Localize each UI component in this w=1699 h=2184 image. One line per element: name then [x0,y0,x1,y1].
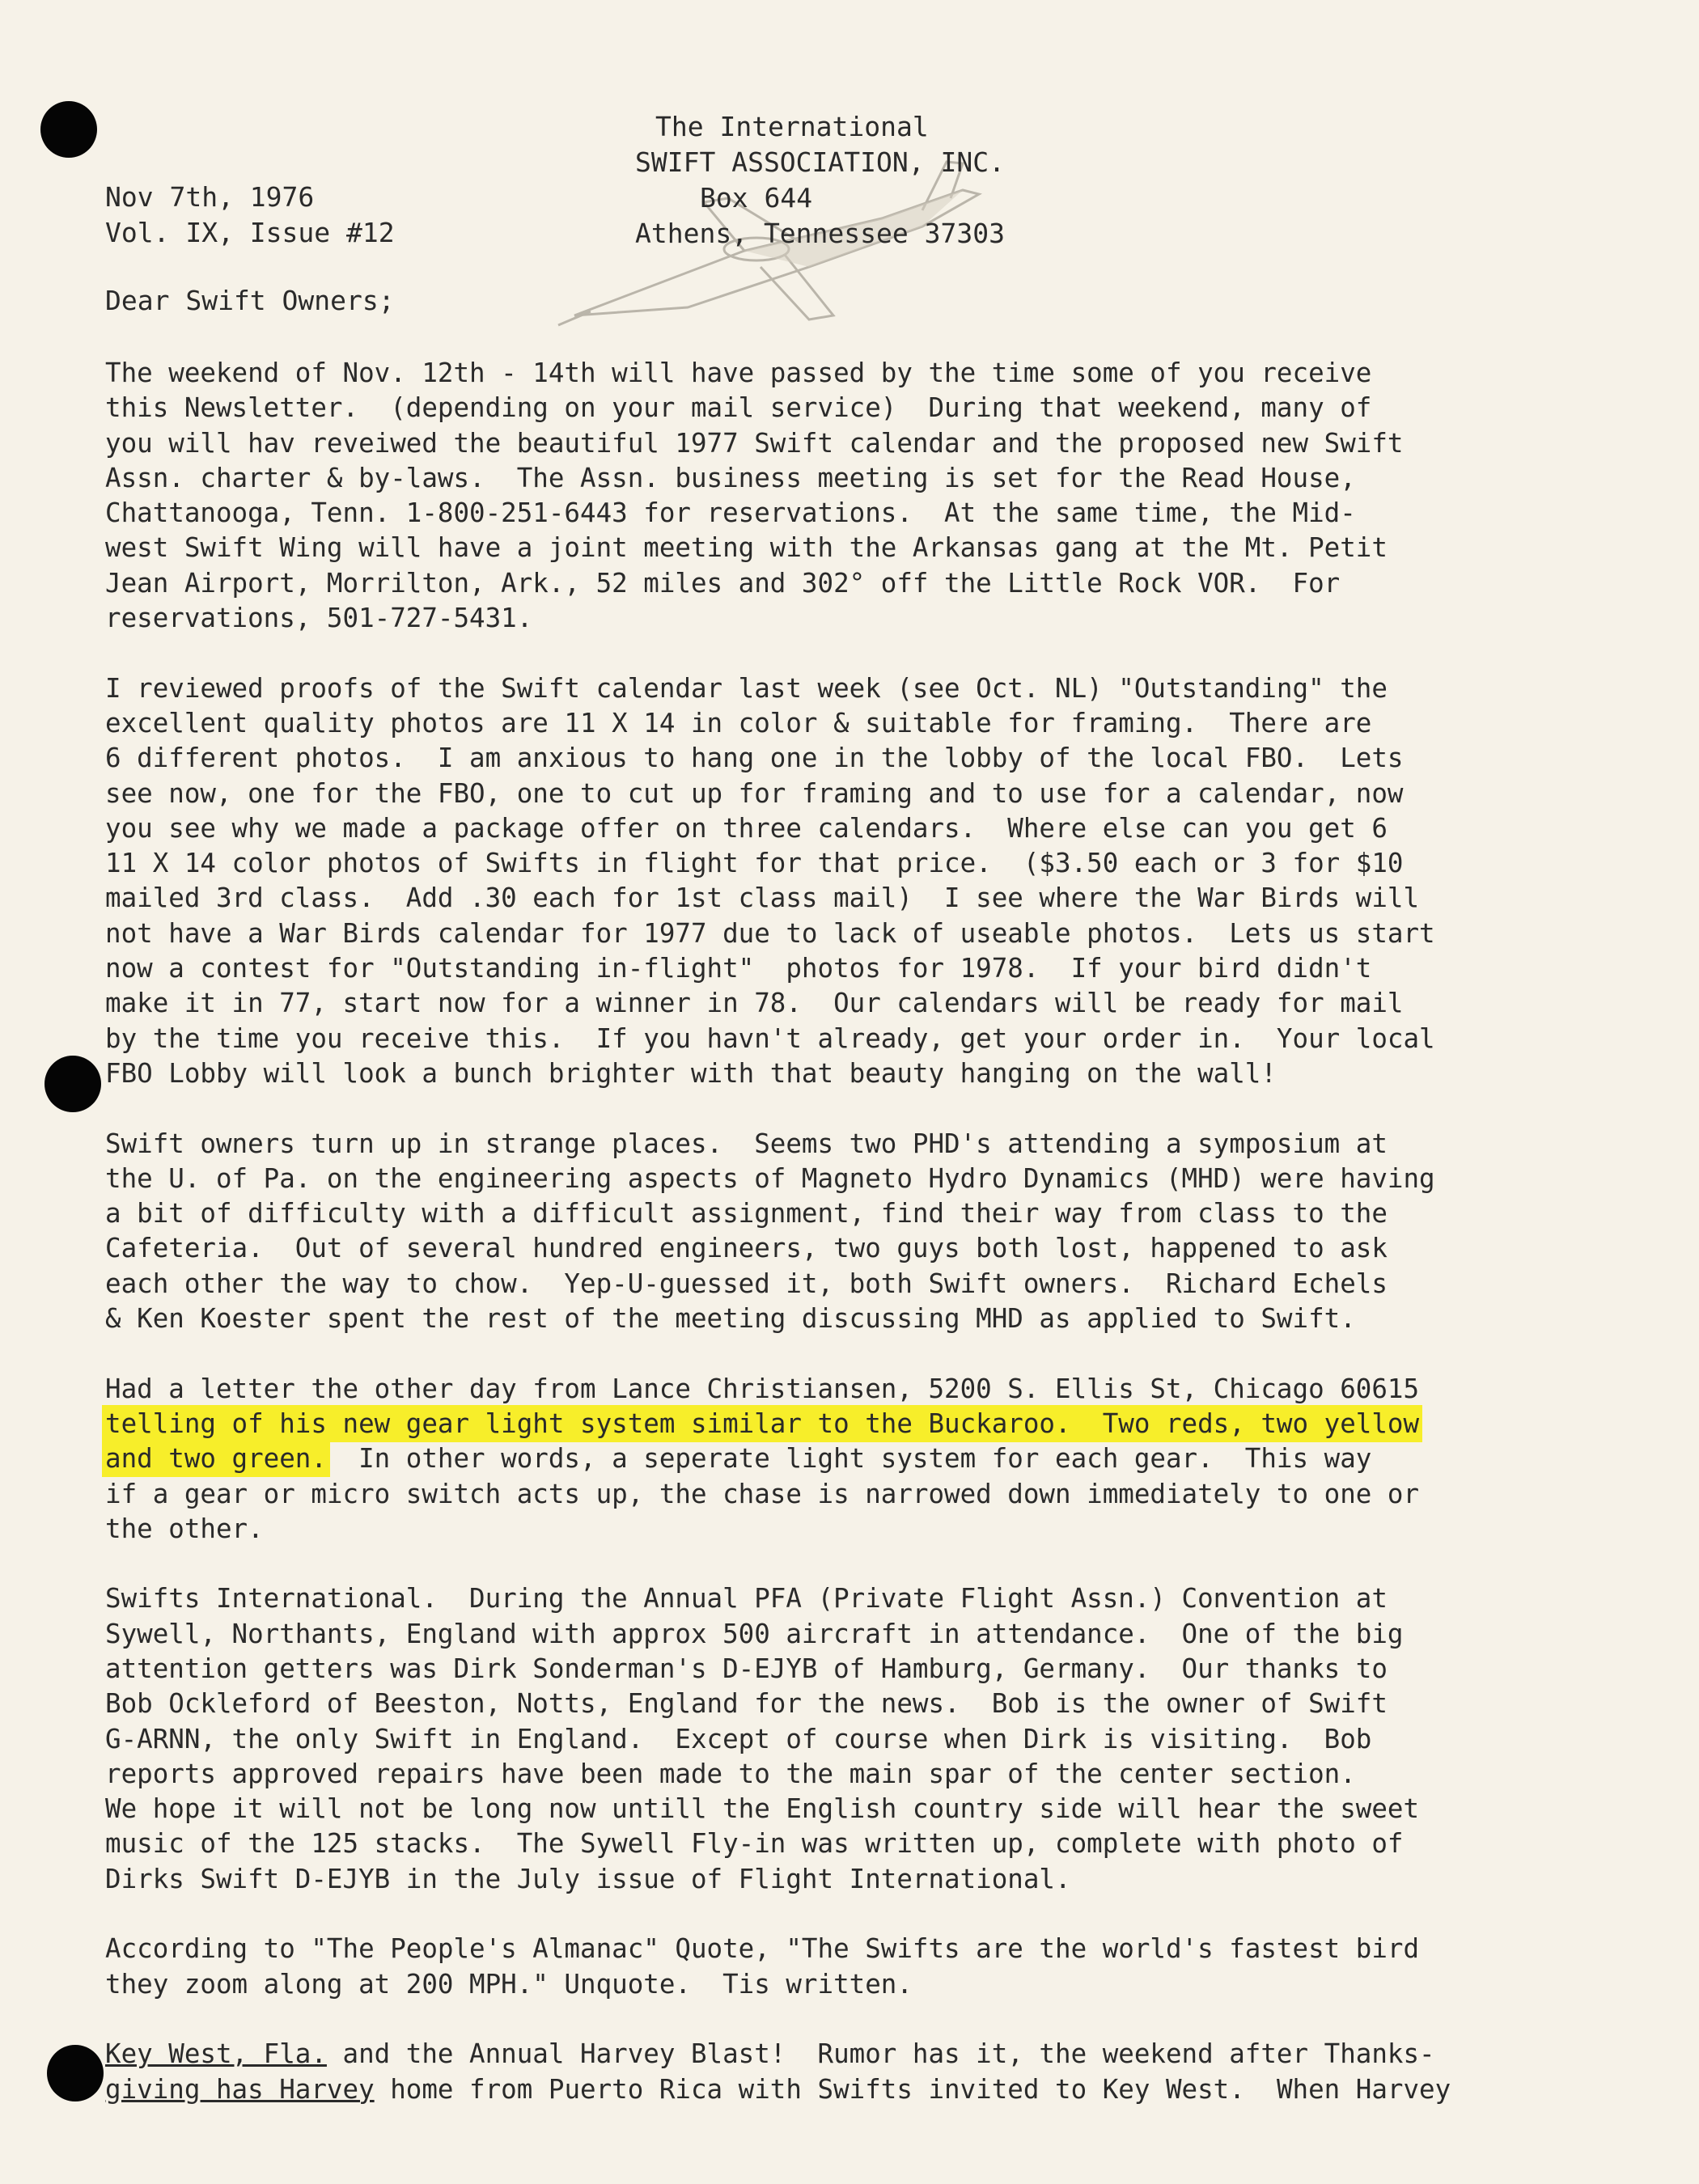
text-line: The weekend of Nov. 12th - 14th will have passed by the time some of you receive [105,358,1372,388]
text-span: In other words, a seperate light system for each gear. This way [326,1443,1372,1475]
text-line: According to "The People's Almanac" Quote, "The Swifts are the world's fastest bird [105,1933,1420,1965]
text-line: west Swift Wing will have a joint meeting with the Arkansas gang at the Mt. Petit [105,532,1388,564]
text-line [105,2037,1594,2072]
paragraph-key-west [105,2037,1594,2107]
punch-hole-middle [44,1056,101,1112]
underlined-text: giving has Harvey [105,2073,375,2105]
text-line: now a contest for "Outstanding in-flight" photos for 1978. If your bird didn't [105,953,1372,984]
text-line: this Newsletter. (depending on your mail service) During that weekend, many of [105,392,1372,424]
text-line: excellent quality photos are 11 X 14 in color & suitable for framing. There are [105,707,1372,739]
text-line: 6 different photos. I am anxious to hang one in the lobby of the local FBO. Lets [105,743,1404,774]
text-line: by the time you receive this. If you havn't already, get your order in. Your local [105,1022,1435,1054]
text-line: reports approved repairs have been made to the main spar of the center section. [105,1758,1356,1789]
text-line: Assn. charter & by-laws. The Assn. business meeting is set for the Read House, [105,462,1356,493]
text-line: attention getters was Dirk Sonderman's D-EJYB of Hamburg, Germany. Our thanks to [105,1653,1388,1684]
text-line: if a gear or micro switch acts up, the chase is narrowed down immediately to one or [105,1478,1420,1509]
text-line [105,1407,1594,1441]
text-line: Chattanooga, Tenn. 1-800-251-6443 for reservations. At the same time, the Mid- [105,497,1356,529]
issue-date: Nov 7th, 1976 [105,181,315,213]
text-line: reservations, 501-727-5431. [105,603,533,634]
paragraph-almanac [105,1932,1594,2002]
text-line: they zoom along at 200 MPH." Unquote. Tis written. [105,1968,913,2000]
text-line: the U. of Pa. on the engineering aspects of Magneto Hydro Dynamics (MHD) were having [105,1162,1435,1194]
paragraph-swifts-international [105,1581,1594,1897]
issue-info [105,180,395,251]
text-line: make it in 77, start now for a winner in 78. Our calendars will be ready for mail [105,988,1404,1019]
text-line: mailed 3rd class. Add .30 each for 1st class mail) I see where the War Birds will [105,882,1420,914]
punch-hole-top [40,101,97,158]
text-line: G-ARNN, the only Swift in England. Except of course when Dirk is visiting. Bob [105,1723,1372,1754]
text-line: We hope it will not be long now untill the English country side will hear the sweet [105,1793,1420,1825]
text-line: each other the way to chow. Yep-U-guessed it, both Swift owners. Richard Echels [105,1268,1388,1299]
text-line: you see why we made a package offer on three calendars. Where else can you get 6 [105,812,1388,844]
text-line: Swift owners turn up in strange places. Seems two PHD's attending a symposium at [105,1128,1388,1159]
text-line: FBO Lobby will look a bunch brighter with that beauty hanging on the wall! [105,1057,1277,1089]
text-line: Jean Airport, Morrilton, Ark., 52 miles and 302° off the Little Rock VOR. For [105,567,1341,599]
org-name-line1: The International [655,111,929,142]
text-line: Dirks Swift D-EJYB in the July issue of Flight International. [105,1863,1071,1894]
punch-hole-bottom [47,2045,104,2101]
text-line: a bit of difficulty with a difficult assignment, find their way from class to the [105,1198,1388,1230]
salutation: Dear Swift Owners; [105,285,395,316]
highlighted-text: telling of his new gear light system similar to the Buckaroo. Two reds, two yellow [105,1407,1420,1439]
text-line: Swifts International. During the Annual PFA (Private Flight Assn.) Convention at [105,1583,1388,1615]
paragraph-weekend-meeting [105,356,1594,636]
org-address-box: Box 644 [700,182,813,214]
text-line: you will hav reveiwed the beautiful 1977 Swift calendar and the proposed new Swift [105,427,1404,459]
paragraph-calendar [105,671,1594,1092]
letter-body [105,356,1594,2142]
text-line [105,2072,1594,2107]
text-line: the other. [105,1513,264,1544]
org-address-city: Athens, Tennessee 37303 [635,218,1005,249]
text-line: I reviewed proofs of the Swift calendar last week (see Oct. NL) "Outstanding" the [105,672,1388,704]
org-name-line2: SWIFT ASSOCIATION, INC. [635,146,1005,178]
text-line [105,1441,1594,1476]
text-line: Cafeteria. Out of several hundred engineers, two guys both lost, happened to ask [105,1233,1388,1264]
text-line: Bob Ockleford of Beeston, Notts, England for the news. Bob is the owner of Swift [105,1688,1388,1720]
text-line: 11 X 14 color photos of Swifts in flight for that price. ($3.50 each or 3 for $10 [105,848,1404,879]
text-span: home from Puerto Rica with Swifts invited to Key West. When Harvey [374,2073,1451,2105]
text-line: not have a War Birds calendar for 1977 due to lack of useable photos. Lets us start [105,917,1435,949]
letterhead [615,109,1149,252]
text-line: music of the 125 stacks. The Sywell Fly-in was written up, complete with photo of [105,1828,1404,1860]
issue-volume: Vol. IX, Issue #12 [105,217,395,248]
text-line: Sywell, Northants, England with approx 500 aircraft in attendance. One of the big [105,1618,1404,1649]
paragraph-swift-owners [105,1127,1594,1337]
highlighted-text: and two green. [105,1443,327,1475]
underlined-text: Key West, Fla. [105,2038,327,2070]
text-line: & Ken Koester spent the rest of the meeting discussing MHD as applied to Swift. [105,1303,1356,1335]
text-line: Had a letter the other day from Lance Christiansen, 5200 S. Ellis St, Chicago 60615 [105,1373,1420,1404]
paragraph-gear-light [105,1372,1594,1547]
text-line: see now, one for the FBO, one to cut up for framing and to use for a calendar, now [105,777,1404,809]
text-span: and the Annual Harvey Blast! Rumor has it, the weekend after Thanks- [326,2038,1435,2070]
